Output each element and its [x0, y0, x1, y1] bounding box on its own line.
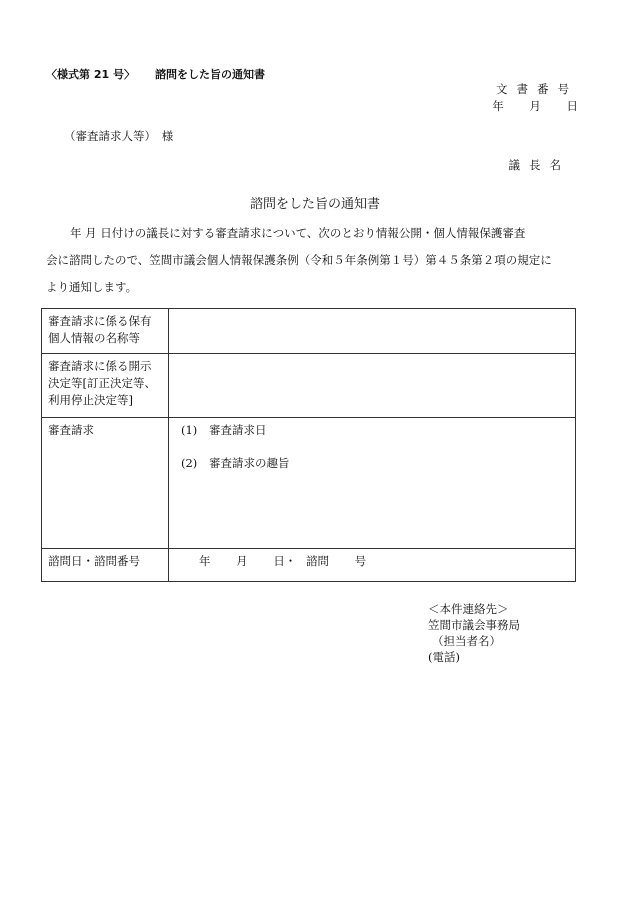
label-line: 決定等[訂正決定等、 — [48, 376, 156, 390]
form-number-label: 〈様式第 21 号〉 — [46, 68, 135, 81]
contact-phone: (電話) — [428, 650, 460, 664]
body-line-3: より通知します。 — [46, 280, 138, 294]
label-consultation: 諮問日・諮問番号 — [42, 549, 169, 582]
label-personal-info — [42, 309, 169, 354]
label-line: 審査請求に係る保有 — [48, 314, 152, 328]
date-day: 日 — [566, 99, 578, 113]
form-number — [46, 66, 265, 82]
date-month: 月 — [529, 99, 541, 113]
document-title: 諮問をした旨の通知書 — [249, 197, 380, 212]
label-line: 審査請求に係る開示 — [48, 359, 152, 373]
table-row-disclosure-decision — [42, 354, 576, 418]
table-row-personal-info — [42, 309, 576, 354]
chair-name: 議長名 — [508, 158, 570, 172]
notice-table — [41, 308, 576, 582]
contact-info — [428, 601, 520, 665]
label-line: 個人情報の名称等 — [48, 331, 140, 345]
review-request-date-item — [175, 422, 569, 439]
value-review-request[interactable] — [169, 418, 576, 549]
item-number: (2) — [181, 456, 198, 470]
label-line: 利用停止決定等] — [48, 393, 133, 407]
consult-year: 年 — [199, 554, 211, 568]
item-text: 審査請求日 — [209, 423, 267, 437]
contact-person: （担当者名） — [432, 634, 501, 648]
consult-day: 日・ — [273, 554, 297, 568]
body-line-2: 会に諮問したので、笠間市議会個人情報保護条例（令和５年条例第１号）第４５条第２項の規定に — [46, 253, 552, 267]
label-review-request: 審査請求 — [42, 418, 169, 549]
consult-label: 諮問 — [305, 554, 329, 568]
document-number: 文書番号 — [496, 82, 578, 96]
item-number: (1) — [181, 423, 198, 437]
form-title-label: 諮問をした旨の通知書 — [154, 68, 265, 81]
consult-number: 号 — [354, 554, 367, 568]
value-consultation[interactable] — [169, 549, 576, 582]
table-row-review-request — [42, 418, 576, 549]
date-year: 年 — [492, 99, 504, 113]
document-date — [492, 98, 578, 114]
notice-body — [46, 220, 580, 301]
contact-heading: ＜本件連絡先＞ — [428, 602, 509, 616]
item-text: 審査請求の趣旨 — [209, 456, 290, 470]
value-personal-info[interactable] — [169, 309, 576, 354]
consult-month: 月 — [236, 554, 248, 568]
value-disclosure-decision[interactable] — [169, 354, 576, 418]
contact-office: 笠間市議会事務局 — [428, 618, 520, 632]
body-line-1: 年 月 日付けの議長に対する審査請求について、次のとおり情報公開・個人情報保護審査 — [70, 226, 526, 240]
table-row-consultation — [42, 549, 576, 582]
addressee: （審査請求人等） 様 — [64, 129, 174, 143]
review-request-purpose-item — [175, 455, 569, 472]
label-disclosure-decision — [42, 354, 169, 418]
